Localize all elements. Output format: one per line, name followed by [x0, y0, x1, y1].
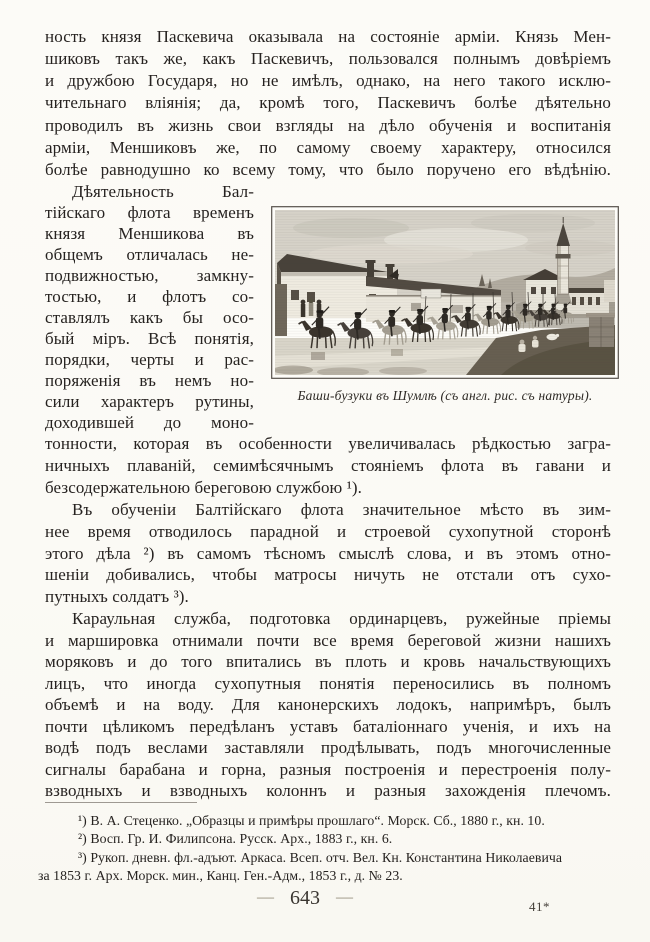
text-line: объемѣ и на воду. Для канонерскихъ лодокъ, напримѣръ, былъ [45, 695, 611, 714]
text-line: порядки, черты и рас- [45, 350, 254, 369]
text-line: арміи, Меншиковъ же, по самому своему характеру, относился [45, 137, 611, 157]
illustration-caption: Баши-бузуки въ Шумлѣ (съ англ. рис. съ натуры). [297, 388, 593, 403]
text-line: нее время отводилось парадной и строевой сухопутной сторонѣ [45, 521, 611, 541]
text-line: чительнаго вліянія; да, кромѣ того, Паскевичъ болѣе дѣятельно [45, 93, 611, 113]
text-line: водѣ подъ веслами заставляли продѣлывать, подъ многочисленные [45, 738, 611, 757]
text-line: проводилъ въ жизнь свои взгляды на дѣло обученія и воспитанія [45, 115, 611, 135]
text-line: этого дѣла ²) въ самомъ тѣсномъ смыслѣ слова, и въ этомъ отно- [45, 543, 611, 563]
footnote-divider [45, 802, 197, 803]
paragraph-2-left-column [45, 181, 254, 433]
page-number-right-dash: — [336, 887, 353, 906]
bashi-bazouks-engraving-image [271, 206, 619, 379]
text-line: Караульная служба, подготовка ординарцевъ, ружейные пріемы [72, 609, 611, 628]
text-line: доходившей до моно- [45, 413, 254, 432]
text-line: общемъ отличалась не- [45, 245, 254, 264]
text-line: ²) Восп. Гр. И. Филипсона. Русск. Арх., 1883 г., кн. 6. [78, 831, 393, 847]
text-line: тійскаго флота временъ [45, 203, 254, 222]
text-line: за 1853 г. Арх. Морск. мин., Канц. Ген.-Адм., 1853 г., д. № 23. [38, 867, 403, 883]
text-line: безсодержательною береговою службою ¹). [45, 478, 363, 497]
text-line: и дружбою Государя, но не имѣлъ, однако, на него такого исклю- [45, 71, 611, 91]
paragraph-1 [45, 26, 611, 181]
text-line: моряковъ и до того впитались въ плоть и кровь начальствующихъ [45, 652, 611, 671]
paragraph-2-full-width [45, 433, 611, 499]
text-line: Въ обученіи Балтійскаго флота значительное мѣсто въ зим- [72, 500, 611, 519]
text-line: шеніи добивались, чтобы матросы ничуть не отстали отъ сухо- [45, 565, 611, 585]
text-line: болѣе равнодушно ко всему тому, что было поручено его вѣдѣнію. [45, 159, 611, 179]
page-number: 643 [290, 887, 320, 909]
text-line: ничныхъ плаваній, семимѣсячнымъ стояніемъ флота въ гавани и [45, 456, 611, 475]
text-line: шиковъ такъ же, какъ Паскевичъ, пользовался полнымъ довѣріемъ [45, 49, 611, 69]
text-line: почти цѣликомъ передѣланъ уставъ баталіоннаго ученія, и ихъ на [45, 716, 611, 736]
text-line: подвижностью, замкну- [45, 266, 254, 285]
text-line: тостью, и флотъ со- [45, 287, 254, 306]
page-number-left-dash: — [257, 887, 274, 906]
page-number-line [155, 887, 455, 910]
text-line: путныхъ солдатъ ³). [45, 587, 189, 607]
text-line: Дѣятельность Бал- [72, 182, 254, 201]
text-line: князя Меншикова въ [45, 224, 254, 243]
text-line: поряженія въ немъ но- [45, 371, 254, 390]
text-line: сили характеръ рутины, [45, 392, 254, 411]
text-line: ставлялъ какъ бы осо- [45, 308, 254, 327]
text-line: лицъ, что иногда сухопутныя понятія переносились въ полномъ [45, 673, 611, 693]
illustration-figure [271, 206, 619, 404]
paragraph-4 [45, 608, 611, 802]
text-line: взводныхъ и взводныхъ колоннъ и разныя захожденія плечомъ. [45, 781, 611, 800]
text-line: тонности, которая въ особенности увеличивалась рѣдкостью загра- [45, 434, 611, 453]
engraving-texture [275, 210, 615, 375]
signature-mark: 41* [529, 899, 550, 914]
text-line: бый міръ. Всѣ понятія, [45, 329, 254, 348]
footnotes [38, 812, 614, 885]
text-line: ность князя Паскевича оказывала на состояніе арміи. Князь Мен- [45, 27, 611, 46]
paragraph-3 [45, 499, 611, 608]
text-line: сигналы барабана и горна, разныя построенія и перестроенія полу- [45, 759, 611, 779]
text-line: ³) Рукоп. дневн. фл.-адъют. Аркаса. Всеп. отч. Вел. Кн. Константина Николаевича [78, 849, 563, 865]
text-line: и маршировка отнимали почти все время береговой жизни нашихъ [45, 630, 611, 650]
text-line: ¹) В. А. Стеценко. „Образцы и примѣры прошлаго“. Морск. Сб., 1880 г., кн. 10. [78, 813, 545, 828]
